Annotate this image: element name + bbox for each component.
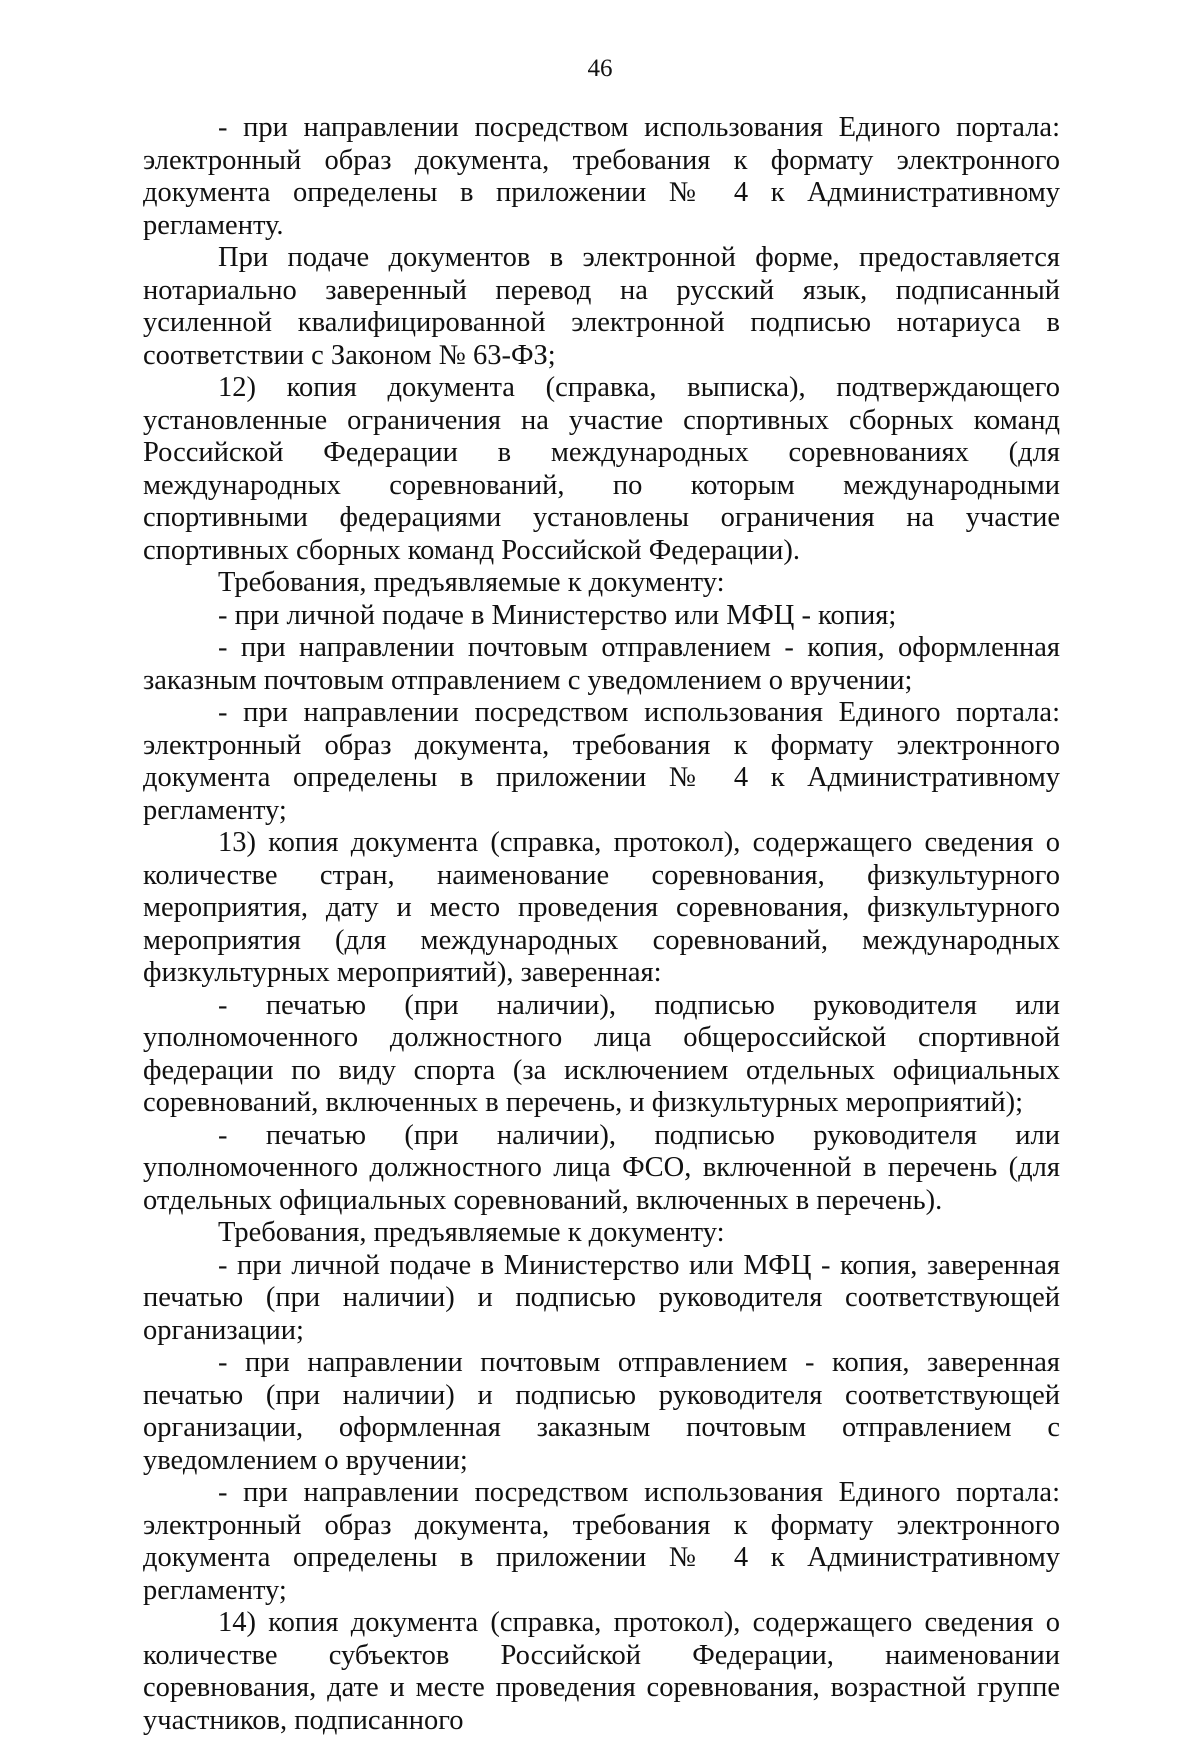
- paragraph-postal-submission: - при направлении почтовым отправлением - копия, заверенная печатью (при наличии) и подписью руководителя соответствующей организации, оформленная заказным почтовым отправлением с уведомлением о вручении;: [143, 1347, 1060, 1476]
- paragraph-item-13: 13) копия документа (справка, протокол), содержащего сведения о количестве стран, наименование соревнования, физкультурного мероприятия, дату и место проведения соревнования, физкультурного мероприятия (для международных соревнований, международных физкультурных мероприятий), заверенная:: [143, 827, 1060, 988]
- paragraph-seal-fso: - печатью (при наличии), подписью руководителя или уполномоченного должностного лица ФСО, включенной в перечень (для отдельных официальных соревнований, включенных в перечень).: [143, 1119, 1060, 1216]
- paragraph-requirements-heading: Требования, предъявляемые к документу:: [218, 1217, 725, 1248]
- paragraph-postal-submission: - при направлении почтовым отправлением - копия, оформленная заказным почтовым отправлением с уведомлением о вручении;: [143, 632, 1060, 696]
- paragraph-item-14: 14) копия документа (справка, протокол), содержащего сведения о количестве субъектов Российской Федерации, наименовании соревнования, дате и месте проведения соревнования, возрастной группе участников, подписанного: [143, 1607, 1060, 1736]
- paragraph-portal-requirement: - при направлении посредством использования Единого портала: электронный образ документа, требования к формату электронного документа определены в приложении № 4 к Административному регламенту;: [143, 1477, 1060, 1606]
- page-number: 46: [587, 55, 613, 82]
- paragraph-personal-submission: - при личной подаче в Министерство или МФЦ - копия, заверенная печатью (при наличии) и подписью руководителя соответствующей организации;: [143, 1249, 1060, 1346]
- paragraph-seal-federation: - печатью (при наличии), подписью руководителя или уполномоченного должностного лица общероссийской спортивной федерации по виду спорта (за исключением отдельных официальных соревнований, включенных в перечень, и физкультурных мероприятий);: [143, 989, 1060, 1118]
- paragraph-portal-requirement: - при направлении посредством использования Единого портала: электронный образ документа, требования к формату электронного документа определены в приложении № 4 к Административному регламенту;: [143, 697, 1060, 826]
- paragraph-portal-requirement: - при направлении посредством использования Единого портала: электронный образ документа, требования к формату электронного документа определены в приложении № 4 к Административному регламенту.: [143, 112, 1060, 241]
- paragraph-requirements-heading: Требования, предъявляемые к документу:: [218, 567, 725, 598]
- paragraph-item-12: 12) копия документа (справка, выписка), подтверждающего установленные ограничения на участие спортивных сборных команд Российской Федерации в международных соревнованиях (для международных соревнований, по которым международными спортивными федерациями установлены ограничения на участие спортивных сборных команд Российской Федерации).: [143, 372, 1060, 566]
- paragraph-personal-submission: - при личной подаче в Министерство или МФЦ - копия;: [218, 599, 897, 631]
- paragraph-electronic-submission: При подаче документов в электронной форме, предоставляется нотариально заверенный перевод на русский язык, подписанный усиленной квалифицированной электронной подписью нотариуса в соответствии с Законом № 63-ФЗ;: [143, 242, 1060, 371]
- document-body: [143, 112, 1060, 1737]
